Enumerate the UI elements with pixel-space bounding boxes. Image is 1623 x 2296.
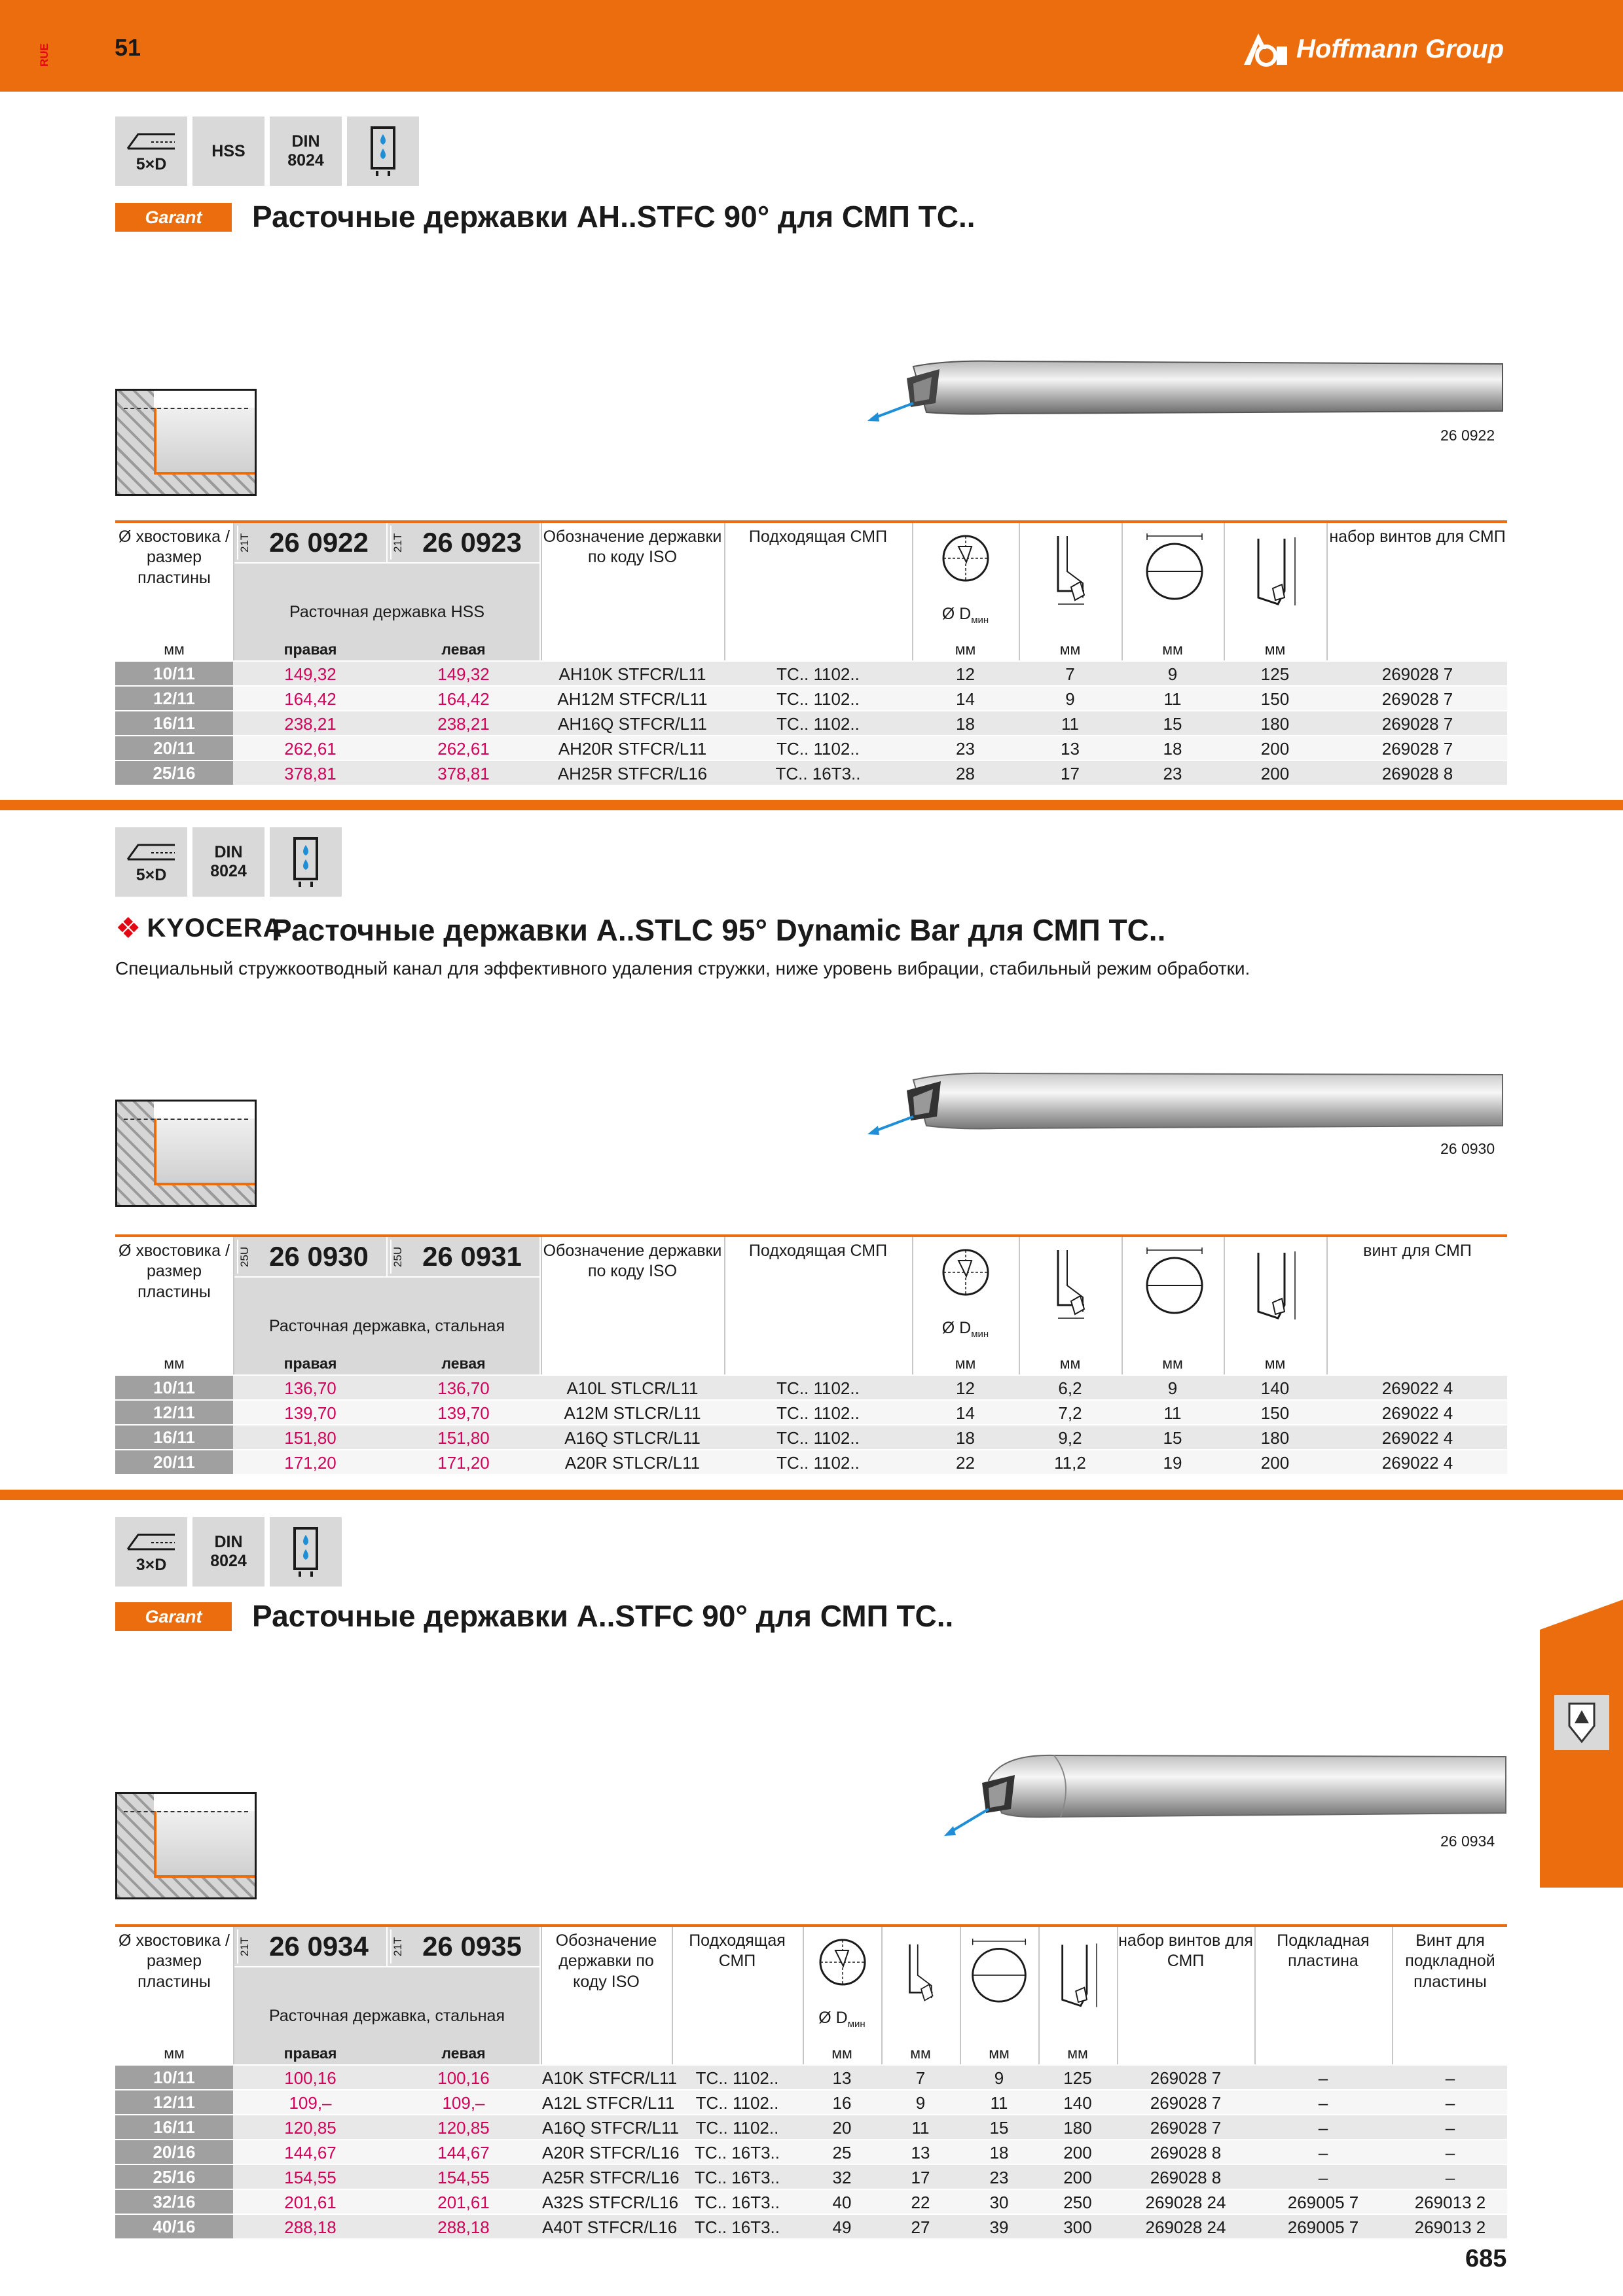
cell-b: 9 (1167, 1378, 1178, 1398)
header-dmin: Ø $D_{мин}$ (941, 605, 989, 626)
header-dmin: Ø $D_{мин}$ (818, 2009, 866, 2030)
cell-r: 154,55 (284, 2168, 337, 2187)
cell-size: 16/11 (115, 711, 233, 735)
cell-a: 13 (1061, 739, 1080, 759)
image-article-number: 26 0930 (1440, 1140, 1495, 1157)
page-number: 685 (1465, 2245, 1507, 2272)
image-article-number: 26 0922 (1440, 427, 1495, 444)
cell-scr: 269028 8 (1150, 2143, 1222, 2162)
table-row (115, 662, 1507, 687)
cell-c: 180 (1260, 1428, 1290, 1448)
cell-b: 18 (989, 2143, 1009, 2162)
cell-a: 11 (1061, 714, 1079, 734)
cell-r: 238,21 (284, 714, 337, 734)
cell-d: 16 (832, 2093, 852, 2113)
section-title: Расточные державки A..STFC 90° для СМП TC.. (252, 1599, 954, 1633)
cell-c: 200 (1260, 1453, 1290, 1473)
header-screw-set: набор винтов для СМП (1329, 528, 1506, 546)
cell-l: 201,61 (437, 2193, 490, 2212)
depth-icon: 5×D (115, 827, 187, 897)
cell-shim: 269005 7 (1287, 2193, 1359, 2212)
cell-iso: A12L STFCR/L11 (542, 2093, 675, 2113)
cell-d: 14 (956, 1403, 975, 1423)
cell-c: 140 (1260, 1378, 1290, 1398)
cell-size: 10/11 (115, 662, 233, 685)
cell-c: 150 (1260, 689, 1290, 709)
cell-shs: – (1445, 2168, 1455, 2187)
cell-shim: – (1318, 2093, 1328, 2113)
cell-b: 15 (1163, 1428, 1182, 1448)
cell-c: 300 (1063, 2217, 1092, 2237)
cell-size: 20/11 (115, 1450, 233, 1474)
table-row (115, 687, 1507, 711)
cell-shs: 269013 2 (1414, 2193, 1486, 2212)
cell-b: 30 (989, 2193, 1009, 2212)
header-iso-code: Обозначение державки по коду ISO (543, 528, 722, 567)
cell-r: 262,61 (284, 739, 337, 759)
cell-d: 23 (956, 739, 975, 759)
table-row (115, 2140, 1507, 2165)
units-row: мм правая левая мм мм мм мм (164, 2045, 1088, 2062)
language-code: RUE (38, 43, 50, 67)
cell-size: 12/11 (115, 1401, 233, 1424)
cell-iso: A40T STFCR/L16 (542, 2217, 678, 2237)
section-title: Расточные державки AH..STFC 90° для СМП TC.. (252, 200, 976, 234)
cell-size: 20/11 (115, 736, 233, 760)
shank-diameter-icon (1142, 532, 1207, 604)
cell-iso: AH16Q STFCR/L11 (558, 714, 707, 734)
table-row (115, 2090, 1507, 2115)
cell-scr: 269022 4 (1381, 1453, 1453, 1473)
cell-b: 19 (1163, 1453, 1182, 1473)
header-shank-size: Ø хвостовика / размер пластины (119, 1242, 230, 1301)
holder-type-label: Расточная державка, стальная (234, 1278, 539, 1374)
header-screw-set: набор винтов для СМП (1118, 1931, 1253, 1971)
cell-a: 27 (911, 2217, 930, 2237)
cell-l: 378,81 (437, 764, 490, 783)
cell-r: 151,80 (284, 1428, 337, 1448)
chapter-side-tab[interactable] (1540, 1600, 1623, 1888)
cell-c: 200 (1260, 764, 1290, 783)
din-standard-icon: DIN 8024 (270, 117, 342, 186)
coolant-drop-icon (367, 125, 399, 177)
product-table-3 (115, 1924, 1507, 2245)
cell-iso: A25R STFCR/L16 (542, 2168, 680, 2187)
kyocera-brand-logo: ❖ KYOCERA (115, 912, 283, 944)
article-header-right: 21T 26 0922 (234, 523, 386, 562)
cell-scr: 269028 7 (1381, 739, 1453, 759)
cell-size: 10/11 (115, 2066, 233, 2089)
cell-b: 9 (1167, 664, 1178, 684)
cell-l: 151,80 (437, 1428, 490, 1448)
cell-shim: 269005 7 (1287, 2217, 1359, 2237)
cell-scr: 269022 4 (1381, 1428, 1453, 1448)
header-insert: Подходящая СМП (689, 1931, 786, 1971)
article-header-left: 21T 26 0935 (388, 1927, 539, 1966)
cell-l: 120,85 (437, 2118, 490, 2138)
garant-brand-logo: Garant (115, 1602, 232, 1631)
cell-size: 25/16 (115, 761, 233, 785)
table-row (115, 1376, 1507, 1401)
cell-scr: 269028 7 (1150, 2068, 1222, 2088)
cell-d: 13 (832, 2068, 852, 2088)
garant-brand-logo: Garant (115, 203, 232, 232)
cell-b: 39 (989, 2217, 1009, 2237)
cell-r: 201,61 (284, 2193, 337, 2212)
cell-c: 200 (1260, 739, 1290, 759)
cell-shs: – (1445, 2068, 1455, 2088)
length-icon (1245, 532, 1304, 611)
cell-iso: A16Q STFCR/L11 (542, 2118, 680, 2138)
cell-scr: 269028 7 (1381, 714, 1453, 734)
cell-l: 154,55 (437, 2168, 490, 2187)
table-row (115, 2066, 1507, 2090)
hoffmann-logo-text: Hoffmann Group (1296, 34, 1504, 63)
cell-ins: TC.. 16T3.. (694, 2143, 780, 2162)
cell-scr: 269028 24 (1145, 2217, 1226, 2237)
section-divider (0, 800, 1623, 810)
cell-b: 15 (1163, 714, 1182, 734)
cell-iso: A10K STFCR/L11 (542, 2068, 678, 2088)
cell-iso: A20R STLCR/L11 (564, 1453, 701, 1473)
cell-b: 11 (990, 2093, 1008, 2113)
cell-l: 139,70 (437, 1403, 490, 1423)
cell-scr: 269028 7 (1381, 664, 1453, 684)
cell-b: 11 (1163, 689, 1182, 709)
cell-ins: TC.. 1102.. (695, 2093, 779, 2113)
cell-iso: A12M STLCR/L11 (564, 1403, 701, 1423)
cell-a: 9 (915, 2093, 926, 2113)
table-row (115, 736, 1507, 761)
boring-bar-image (867, 347, 1509, 432)
cell-l: 262,61 (437, 739, 490, 759)
cell-a: 13 (911, 2143, 930, 2162)
cell-d: 25 (832, 2143, 852, 2162)
article-header-right: 21T 26 0934 (234, 1927, 386, 1966)
cell-r: 171,20 (284, 1453, 337, 1473)
cell-c: 180 (1260, 714, 1290, 734)
cell-c: 125 (1063, 2068, 1092, 2088)
header-iso-code: Обозначение державки по коду ISO (555, 1931, 657, 1991)
section-divider (0, 1490, 1623, 1500)
cell-iso: AH20R STFCR/L11 (558, 739, 707, 759)
coolant-drop-icon (289, 836, 322, 888)
cell-shs: – (1445, 2118, 1455, 2138)
cell-c: 150 (1260, 1403, 1290, 1423)
cell-l: 136,70 (437, 1378, 490, 1398)
kyocera-logo-icon: ❖ (115, 912, 142, 944)
header-dmin: Ø $D_{мин}$ (941, 1319, 989, 1340)
cell-ins: TC.. 1102.. (776, 1403, 860, 1423)
cell-ins: TC.. 1102.. (776, 664, 860, 684)
header-shim: Подкладная пластина (1277, 1931, 1370, 1971)
header-insert-screw: винт для СМП (1363, 1242, 1472, 1260)
cell-shim: – (1318, 2168, 1328, 2187)
cell-a: 7 (1065, 664, 1075, 684)
cell-scr: 269028 8 (1381, 764, 1453, 783)
cell-shim: – (1318, 2118, 1328, 2138)
cell-size: 25/16 (115, 2165, 233, 2189)
cell-shs: 269013 2 (1414, 2217, 1486, 2237)
cell-a: 7,2 (1058, 1403, 1082, 1423)
header-shank-size: Ø хвостовика / размер пластины (119, 1931, 230, 1991)
cell-a: 6,2 (1058, 1378, 1082, 1398)
article-header-left: 21T 26 0923 (388, 523, 539, 562)
cell-size: 20/16 (115, 2140, 233, 2164)
header-insert: Подходящая СМП (748, 1242, 888, 1260)
cell-c: 250 (1063, 2193, 1092, 2212)
product-table-1 (115, 520, 1507, 785)
cell-b: 15 (989, 2118, 1009, 2138)
dimension-f-icon (898, 1936, 944, 2015)
cell-a: 9,2 (1058, 1428, 1082, 1448)
header-bar (0, 0, 1623, 92)
cell-shim: – (1318, 2068, 1328, 2088)
table-row (115, 2190, 1507, 2215)
cell-ins: TC.. 16T3.. (694, 2217, 780, 2237)
table-row (115, 711, 1507, 736)
product-table-2 (115, 1234, 1507, 1473)
holder-type-label: Расточная державка, стальная (234, 1967, 539, 2064)
cell-iso: AH25R STFCR/L16 (557, 764, 708, 783)
cell-d: 32 (832, 2168, 852, 2187)
cell-d: 40 (832, 2193, 852, 2212)
cell-size: 32/16 (115, 2190, 233, 2214)
cell-l: 100,16 (437, 2068, 490, 2088)
table-row (115, 2115, 1507, 2140)
header-insert: Подходящая СМП (748, 528, 888, 546)
cell-scr: 269028 8 (1150, 2168, 1222, 2187)
table-row (115, 761, 1507, 786)
dimension-f-icon (1045, 532, 1097, 611)
section-description: Специальный стружкоотводный канал для эффективного удаления стружки, ниже уровень вибрации, стабильный режим обработки. (115, 958, 1250, 978)
cell-ins: TC.. 1102.. (776, 1378, 860, 1398)
cell-iso: AH12M STFCR/L11 (557, 689, 708, 709)
image-article-number: 26 0934 (1440, 1833, 1495, 1850)
boring-tool-tab-icon (1554, 1695, 1609, 1750)
article-header-right: 25U 26 0930 (234, 1237, 386, 1276)
cell-a: 7 (915, 2068, 926, 2088)
table-row (115, 2165, 1507, 2190)
boring-bar-icon (125, 129, 177, 155)
cell-r: 139,70 (284, 1403, 337, 1423)
cell-size: 12/11 (115, 2090, 233, 2114)
cell-r: 288,18 (284, 2217, 337, 2237)
cell-d: 14 (956, 689, 975, 709)
shank-diameter-icon (1142, 1246, 1207, 1318)
cell-l: 149,32 (437, 664, 490, 684)
hoffmann-group-logo (1244, 26, 1504, 72)
cell-ins: TC.. 1102.. (776, 1453, 860, 1473)
cell-b: 18 (1163, 739, 1182, 759)
cell-ins: TC.. 1102.. (695, 2068, 779, 2088)
table-row (115, 2215, 1507, 2240)
cell-iso: A20R STFCR/L16 (542, 2143, 680, 2162)
cell-size: 10/11 (115, 1376, 233, 1399)
dmin-diagram-icon (936, 532, 995, 584)
cell-size: 16/11 (115, 2115, 233, 2139)
cell-r: 100,16 (284, 2068, 337, 2088)
cell-l: 144,67 (437, 2143, 490, 2162)
cell-r: 136,70 (284, 1378, 337, 1398)
units-row: мм правая левая мм мм мм мм (164, 1355, 1286, 1372)
cell-a: 11 (911, 2118, 930, 2138)
length-icon (1050, 1936, 1105, 2015)
cell-a: 11,2 (1054, 1453, 1086, 1473)
cell-r: 149,32 (284, 664, 337, 684)
cell-r: 120,85 (284, 2118, 337, 2138)
cell-a: 9 (1065, 689, 1075, 709)
shank-diameter-icon (968, 1936, 1030, 2008)
cell-iso: A16Q STLCR/L11 (564, 1428, 701, 1448)
cell-a: 17 (1061, 764, 1080, 783)
cell-r: 378,81 (284, 764, 337, 783)
table-row (115, 1426, 1507, 1450)
article-header-left: 25U 26 0931 (388, 1237, 539, 1276)
cell-d: 18 (956, 1428, 975, 1448)
cell-ins: TC.. 1102.. (695, 2118, 779, 2138)
cell-l: 171,20 (437, 1453, 490, 1473)
header-shim-screw: Винт для подкладной пластины (1405, 1931, 1495, 1991)
cell-size: 12/11 (115, 687, 233, 710)
section-title: Расточные державки A..STLC 95° Dynamic Bar для СМП TC.. (272, 913, 1166, 947)
cell-l: 164,42 (437, 689, 490, 709)
cell-l: 288,18 (437, 2217, 490, 2237)
bore-diagram (115, 1792, 257, 1899)
dimension-f-icon (1045, 1246, 1097, 1325)
bore-diagram (115, 389, 257, 496)
cell-d: 12 (956, 1378, 975, 1398)
coolant-icon (347, 117, 419, 186)
cell-ins: TC.. 1102.. (776, 714, 860, 734)
table-row (115, 1401, 1507, 1426)
cell-ins: TC.. 16T3.. (694, 2193, 780, 2212)
header-shank-size: Ø хвостовика / размер пластины (119, 528, 230, 587)
cell-r: 144,67 (284, 2143, 337, 2162)
cell-scr: 269028 7 (1381, 689, 1453, 709)
cell-ins: TC.. 1102.. (776, 739, 860, 759)
units-row: мм правая левая мм мм мм мм (164, 641, 1286, 658)
depth-icon: 5×D (115, 117, 187, 186)
cell-ins: TC.. 1102.. (776, 689, 860, 709)
cell-ins: TC.. 1102.. (776, 1428, 860, 1448)
cell-c: 200 (1063, 2143, 1092, 2162)
cell-c: 125 (1260, 664, 1290, 684)
cell-a: 17 (911, 2168, 930, 2187)
cell-d: 28 (956, 764, 975, 783)
cell-ins: TC.. 16T3.. (694, 2168, 780, 2187)
cell-c: 180 (1063, 2118, 1092, 2138)
cell-size: 40/16 (115, 2215, 233, 2238)
din-standard-icon: DIN 8024 (192, 827, 264, 897)
boring-bar-icon (125, 840, 177, 866)
table-row (115, 1450, 1507, 1475)
cell-b: 23 (1163, 764, 1182, 783)
chapter-number: 51 (115, 34, 141, 61)
cell-scr: 269022 4 (1381, 1378, 1453, 1398)
cell-scr: 269028 7 (1150, 2118, 1222, 2138)
cell-r: 164,42 (284, 689, 337, 709)
dmin-diagram-icon (813, 1936, 872, 1988)
header-iso-code: Обозначение державки по коду ISO (543, 1242, 722, 1281)
bore-diagram (115, 1100, 257, 1207)
cell-c: 200 (1063, 2168, 1092, 2187)
cell-a: 22 (911, 2193, 930, 2212)
hoffmann-logo-icon (1244, 31, 1290, 67)
dmin-diagram-icon (936, 1246, 995, 1299)
cell-scr: 269028 7 (1150, 2093, 1222, 2113)
boring-bar-icon (125, 1530, 177, 1556)
cell-ins: TC.. 16T3.. (775, 764, 861, 783)
length-icon (1245, 1246, 1304, 1325)
cell-iso: A10L STLCR/L11 (566, 1378, 699, 1398)
cell-b: 23 (989, 2168, 1009, 2187)
cell-scr: 269022 4 (1381, 1403, 1453, 1423)
holder-type-label: Расточная державка HSS (234, 564, 539, 660)
din-standard-icon: DIN 8024 (192, 1517, 264, 1587)
cell-r: 109,– (289, 2093, 332, 2113)
cell-c: 140 (1063, 2093, 1092, 2113)
cell-b: 11 (1163, 1403, 1182, 1423)
cell-d: 12 (956, 664, 975, 684)
cell-iso: A32S STFCR/L16 (542, 2193, 679, 2212)
cell-scr: 269028 24 (1145, 2193, 1226, 2212)
cell-shim: – (1318, 2143, 1328, 2162)
coolant-drop-icon (289, 1526, 322, 1578)
cell-d: 18 (956, 714, 975, 734)
material-hss-icon: HSS (192, 117, 264, 186)
cell-size: 16/11 (115, 1426, 233, 1449)
cell-l: 109,– (442, 2093, 485, 2113)
cell-shs: – (1445, 2143, 1455, 2162)
boring-bar-image (943, 1741, 1512, 1852)
cell-l: 238,21 (437, 714, 490, 734)
cell-d: 20 (832, 2118, 852, 2138)
cell-shs: – (1445, 2093, 1455, 2113)
coolant-icon (270, 827, 342, 897)
cell-d: 49 (832, 2217, 852, 2237)
cell-iso: AH10K STFCR/L11 (558, 664, 706, 684)
depth-icon: 3×D (115, 1517, 187, 1587)
cell-b: 9 (994, 2068, 1004, 2088)
coolant-icon (270, 1517, 342, 1587)
boring-bar-image (867, 1060, 1509, 1145)
cell-d: 22 (956, 1453, 975, 1473)
